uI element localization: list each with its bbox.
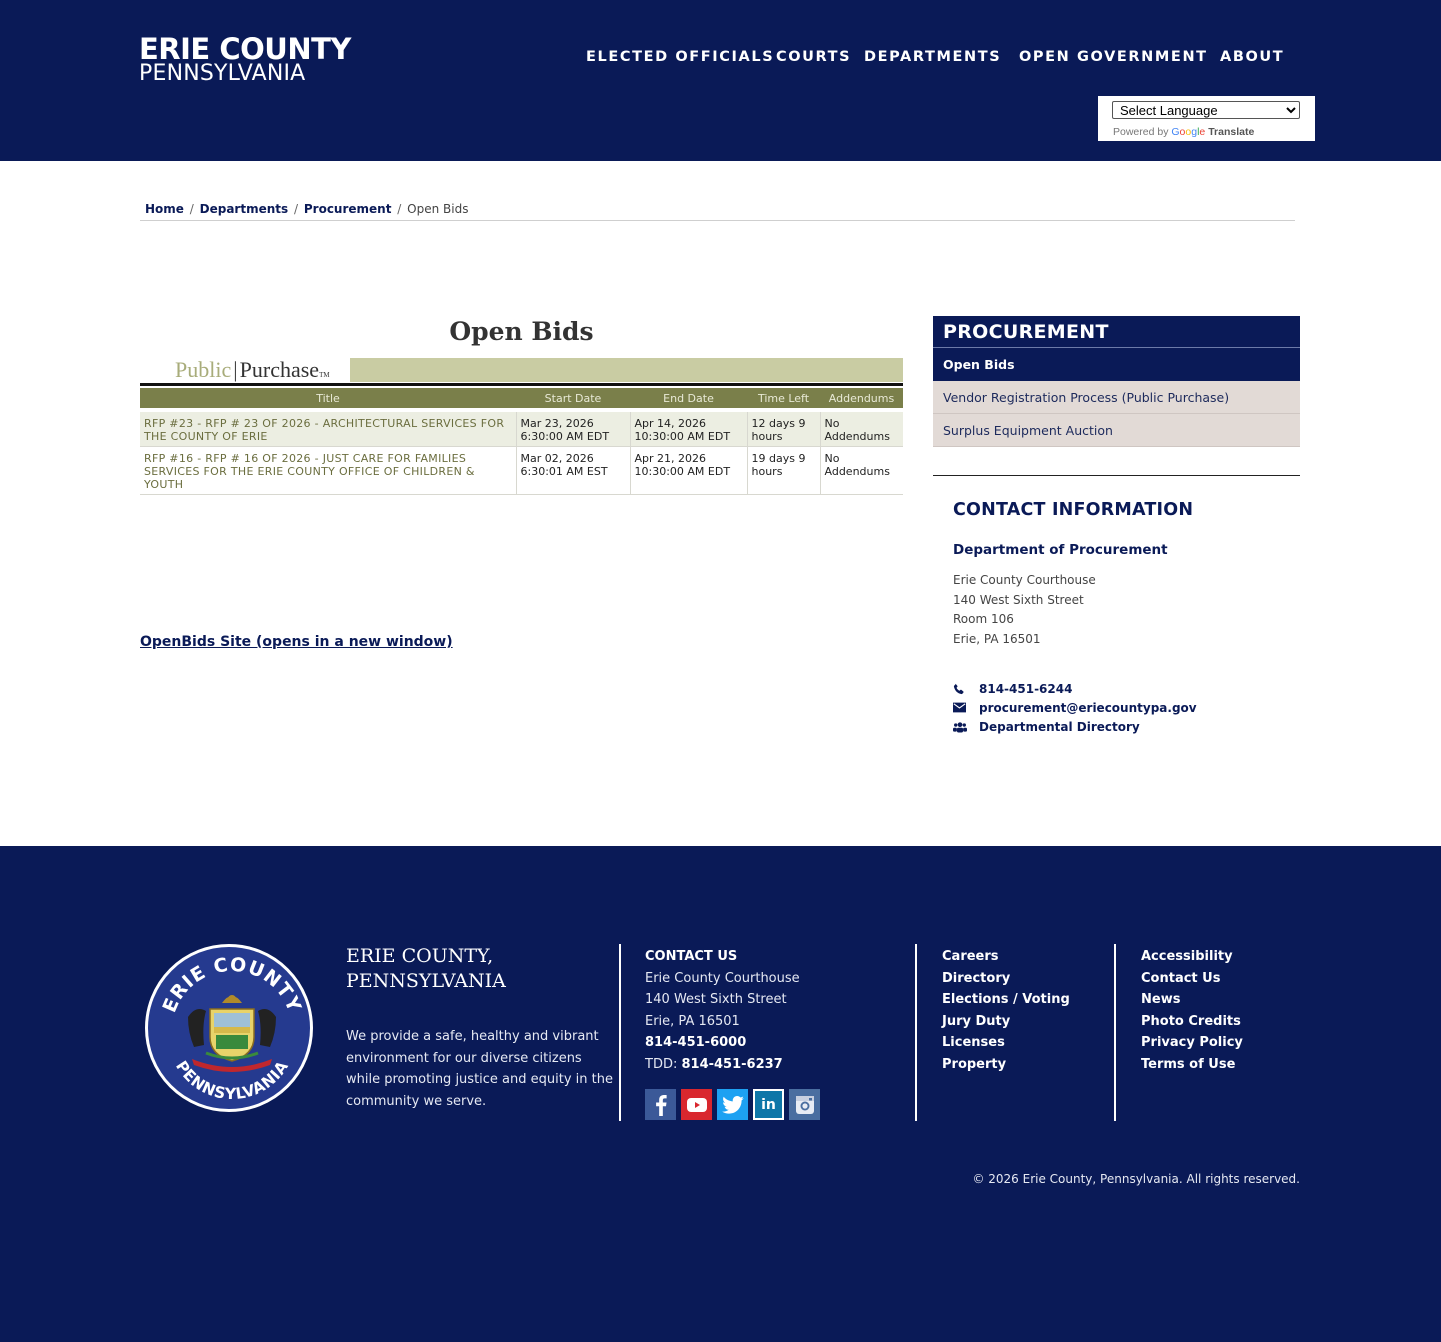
department-address: Erie County Courthouse 140 West Sixth Street Room 106 Erie, PA 16501 xyxy=(953,573,1096,646)
social-links xyxy=(645,1089,820,1120)
footer-link-accessibility[interactable]: Accessibility xyxy=(1141,949,1233,964)
breadcrumb-divider xyxy=(140,220,1295,221)
sidebar-divider xyxy=(933,475,1300,476)
logo-subtitle: PENNSYLVANIA xyxy=(139,61,306,86)
facebook-icon[interactable] xyxy=(645,1089,676,1120)
footer-phone-link[interactable]: 814-451-6000 xyxy=(645,1035,747,1051)
contact-links xyxy=(953,679,1293,736)
footer-contact: CONTACT US Erie County Courthouse 140 West Sixth Street Erie, PA 16501 814-451-6000 TDD: 814-451-6237 xyxy=(645,946,800,1076)
footer-link-contact-us[interactable]: Contact Us xyxy=(1141,970,1221,986)
directory-row xyxy=(953,717,1293,736)
email-row xyxy=(953,698,1293,717)
footer-link-elections[interactable]: Elections / Voting xyxy=(942,992,1070,1008)
breadcrumb-procurement[interactable]: Procurement xyxy=(303,202,392,216)
translate-link[interactable]: Translate xyxy=(1208,126,1255,138)
phone-row xyxy=(953,679,1293,698)
col-addendums[interactable]: Addendums xyxy=(820,388,903,410)
table-row[interactable] xyxy=(140,447,903,495)
breadcrumb-departments[interactable]: Departments xyxy=(199,202,289,216)
county-seal-logo xyxy=(145,944,313,1112)
sidebar-item-vendor-registration[interactable]: Vendor Registration Process (Public Purchase) xyxy=(933,381,1300,414)
footer-title: ERIE COUNTY, PENNSYLVANIA xyxy=(346,945,506,992)
site-header xyxy=(0,0,1441,161)
sidebar-item-open-bids[interactable]: Open Bids xyxy=(933,348,1300,381)
contact-information xyxy=(953,500,1293,736)
footer-link-photo-credits[interactable]: Photo Credits xyxy=(1141,1013,1241,1029)
footer-link-jury-duty[interactable]: Jury Duty xyxy=(942,1013,1011,1029)
footer-link-terms-of-use[interactable]: Terms of Use xyxy=(1141,1056,1236,1072)
youtube-icon[interactable] xyxy=(681,1089,712,1120)
sidebar-item-surplus-auction[interactable]: Surplus Equipment Auction xyxy=(933,414,1300,447)
phone-icon xyxy=(953,683,979,695)
department-phone-link[interactable]: 814-451-6244 xyxy=(979,681,1073,696)
svg-text:PENNSYLVANIA: PENNSYLVANIA xyxy=(172,1057,292,1104)
contact-heading: CONTACT INFORMATION xyxy=(953,500,1194,520)
footer-link-privacy-policy[interactable]: Privacy Policy xyxy=(1141,1035,1243,1051)
start-date-cell: Mar 02, 2026 6:30:01 AM EST xyxy=(516,447,630,495)
banner-bar xyxy=(350,358,903,382)
breadcrumb: Home / Departments / Procurement / Open Bids xyxy=(145,202,469,216)
footer-mission: We provide a safe, healthy and vibrant environment for our diverse citizens while promoting justice and equity in the community we serve. xyxy=(346,1029,613,1109)
users-icon xyxy=(953,721,979,733)
footer-tdd-link[interactable]: 814-451-6237 xyxy=(681,1056,783,1072)
footer-contact-heading: CONTACT US xyxy=(645,949,738,964)
footer-links-col2 xyxy=(1141,946,1243,1076)
department-name: Department of Procurement xyxy=(953,542,1168,558)
time-left-cell: 12 days 9 hours xyxy=(747,410,820,447)
footer-link-property[interactable]: Property xyxy=(942,1056,1007,1072)
envelope-icon xyxy=(953,702,979,713)
bid-title-cell xyxy=(140,410,516,447)
site-footer xyxy=(0,846,1441,1342)
addendums-cell: No Addendums xyxy=(820,410,903,447)
svg-text:ERIE COUNTY: ERIE COUNTY xyxy=(158,953,306,1016)
instagram-icon[interactable] xyxy=(789,1089,820,1120)
table-row[interactable] xyxy=(140,410,903,447)
footer-divider xyxy=(915,944,917,1121)
col-start-date[interactable]: Start Date xyxy=(516,388,630,410)
footer-divider xyxy=(1114,944,1116,1121)
google-translate-widget xyxy=(1098,96,1315,141)
breadcrumb-home[interactable]: Home xyxy=(145,202,184,216)
public-purchase-logo: Public|PurchaseTM xyxy=(175,357,330,382)
footer-link-careers[interactable]: Careers xyxy=(942,949,999,964)
breadcrumb-current: Open Bids xyxy=(407,202,469,216)
openbids-site-link[interactable]: OpenBids Site (opens in a new window) xyxy=(140,634,453,650)
bid-title-link[interactable]: RFP #16 - RFP # 16 OF 2026 - JUST CARE FOR FAMILIES SERVICES FOR THE ERIE COUNTY OFFICE OF CHILDREN & YOUTH xyxy=(144,452,475,491)
footer-divider xyxy=(619,944,621,1121)
copyright: © 2026 Erie County, Pennsylvania. All rights reserved. xyxy=(972,1172,1300,1186)
page-title: Open Bids xyxy=(449,317,594,346)
twitter-icon[interactable] xyxy=(717,1089,748,1120)
bid-title-cell xyxy=(140,447,516,495)
col-title[interactable]: Title xyxy=(140,388,516,410)
col-end-date[interactable]: End Date xyxy=(630,388,747,410)
footer-link-directory[interactable]: Directory xyxy=(942,970,1011,986)
side-menu-heading: PROCUREMENT xyxy=(933,316,1300,348)
end-date-cell: Apr 14, 2026 10:30:00 AM EDT xyxy=(630,410,747,447)
addendums-cell: No Addendums xyxy=(820,447,903,495)
footer-links-col1 xyxy=(942,946,1070,1076)
nav-open-government[interactable]: OPEN GOVERNMENT xyxy=(1019,49,1208,65)
nav-departments[interactable]: DEPARTMENTS xyxy=(864,49,1002,65)
powered-by-google: Powered by Google Translate xyxy=(1113,126,1255,138)
linkedin-icon[interactable]: in xyxy=(753,1089,784,1120)
nav-elected-officials[interactable]: ELECTED OFFICIALS xyxy=(586,49,775,65)
procurement-side-menu xyxy=(933,316,1300,447)
department-email-link[interactable]: procurement@eriecountypa.gov xyxy=(979,700,1197,715)
col-time-left[interactable]: Time Left xyxy=(747,388,820,410)
footer-link-licenses[interactable]: Licenses xyxy=(942,1035,1005,1051)
time-left-cell: 19 days 9 hours xyxy=(747,447,820,495)
end-date-cell: Apr 21, 2026 10:30:00 AM EDT xyxy=(630,447,747,495)
bid-title-link[interactable]: RFP #23 - RFP # 23 OF 2026 - ARCHITECTURAL SERVICES FOR THE COUNTY OF ERIE xyxy=(144,417,505,443)
google-logo: Google xyxy=(1171,126,1206,138)
public-purchase-banner xyxy=(140,357,903,385)
banner-rule xyxy=(140,383,903,386)
start-date-cell: Mar 23, 2026 6:30:00 AM EDT xyxy=(516,410,630,447)
nav-about[interactable]: ABOUT xyxy=(1220,49,1285,65)
language-select[interactable] xyxy=(1112,101,1300,119)
open-bids-table xyxy=(140,388,903,495)
departmental-directory-link[interactable]: Departmental Directory xyxy=(979,719,1140,734)
footer-link-news[interactable]: News xyxy=(1141,992,1181,1008)
logo-title: ERIE COUNTY xyxy=(139,32,351,66)
nav-courts[interactable]: COURTS xyxy=(776,49,852,65)
main-nav xyxy=(0,49,1441,69)
